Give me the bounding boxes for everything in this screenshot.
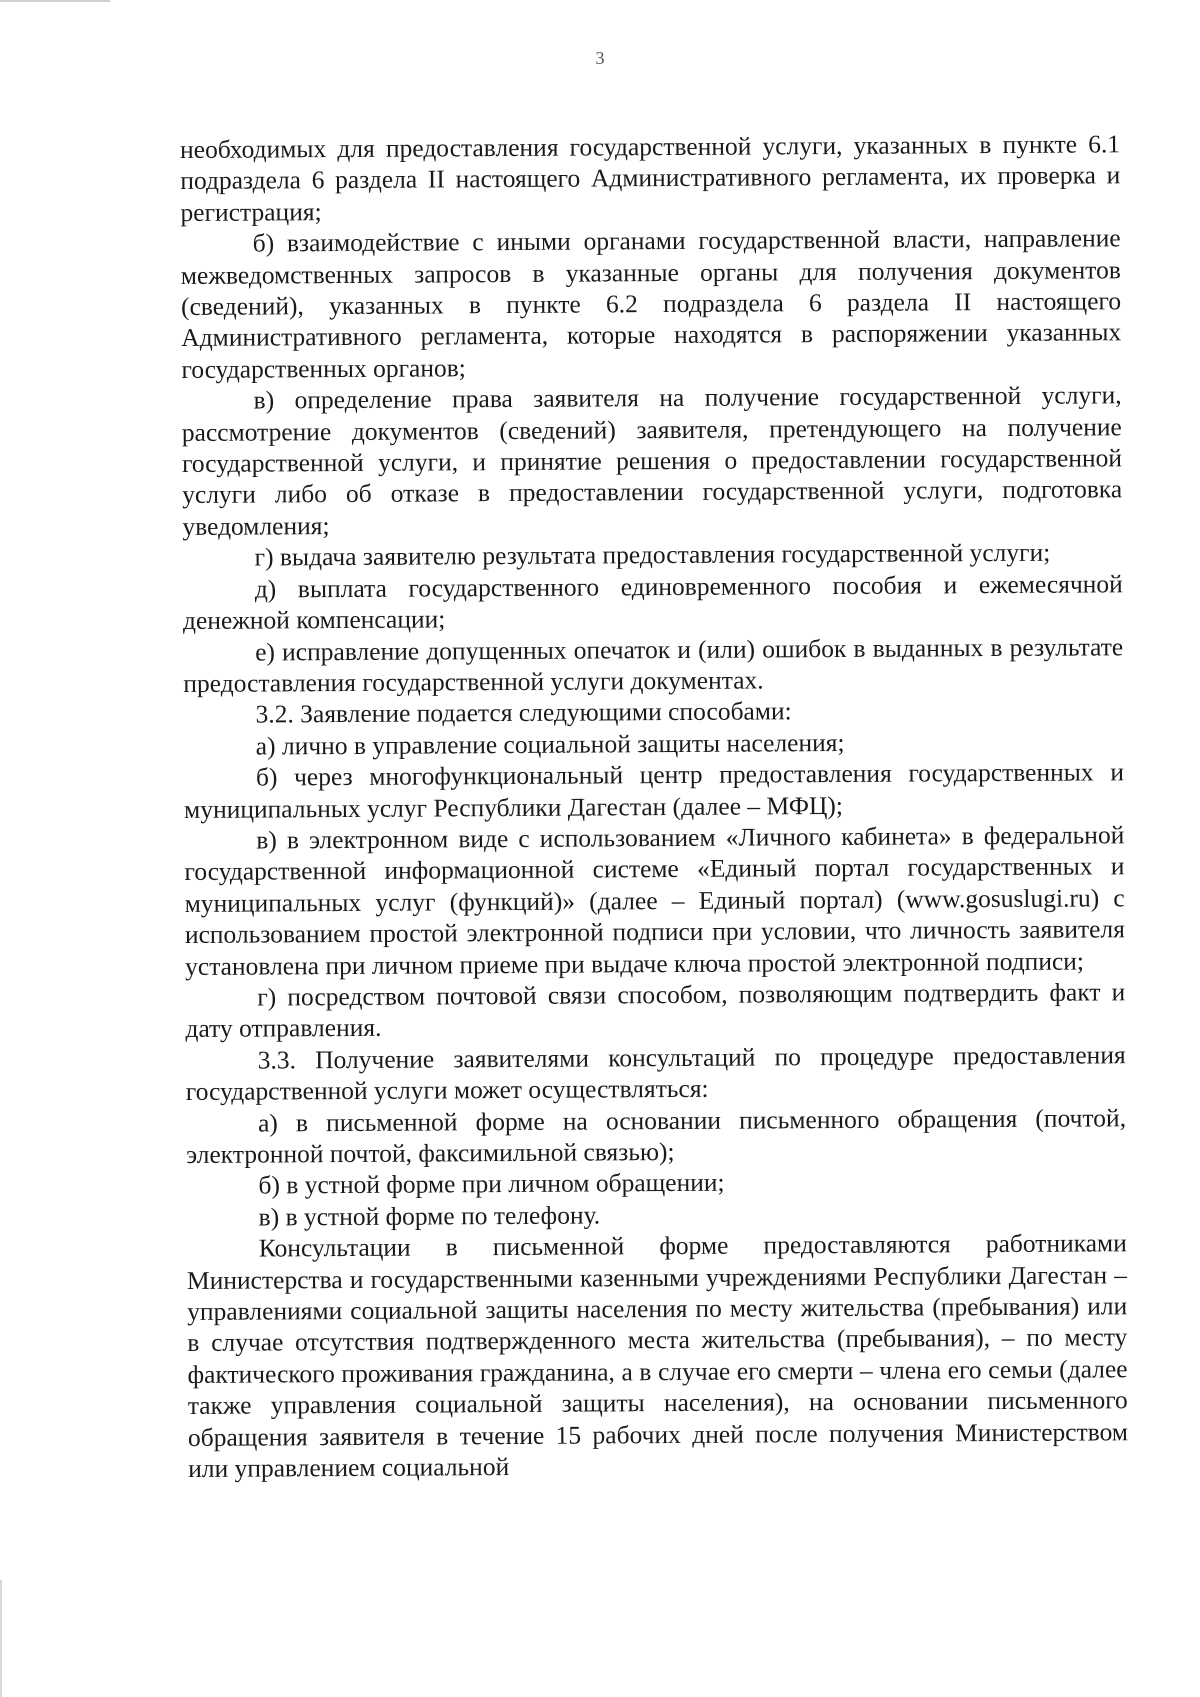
- paragraph-consultations: Консультации в письменной форме предоставляются работниками Министерства и государственными казенными учреждениями Республики Дагестан – управлениями социальной защиты населения по месту жительства (пребывания) или в случае отсутствия подтвержденного места жительства (пребывания), – по месту фактического проживания гражданина, а в случае его смерти – члена его семьи (далее также управления социальной защиты населения), на основании письменного обращения заявителя в течение 15 рабочих дней после получения Министерством или управлением социальной: [186, 1228, 1129, 1484]
- paragraph-item-g-issuance: г) выдача заявителю результата предоставления государственной услуги;: [254, 537, 1051, 572]
- paragraph-item-v-electronic: в) в электронном виде с использованием «Личного кабинета» в федеральной государственной информационной системе «Единый портал государственных и муниципальных услуг (функций)» (далее – Единый портал) (www.gosuslugi.ru) с использованием простой электронной подписи при условии, что личность заявителя установлена при личном приеме при выдаче ключа простой электронной подписи;: [184, 820, 1125, 981]
- paragraph-item-e-corrections: е) исправление допущенных опечаток и (или) ошибок в выданных в результате предоставления государственной услуги документах.: [183, 631, 1124, 698]
- paragraph-item-a-in-person: а) лично в управление социальной защиты населения;: [255, 727, 845, 761]
- paragraph-section-3-2: 3.2. Заявление подается следующими способами:: [255, 696, 792, 729]
- paragraph-item-b-oral-personal: б) в устной форме при личном обращении;: [258, 1168, 725, 1200]
- paragraph-item-b-interaction: б) взаимодействие с иными органами государственной власти, направление межведомственных запросов в указанные органы для получения документов (сведений), указанных в пункте 6.2 подраздела 6 раздела II настоящего Административного регламента, которые находятся в распоряжении указанных государственных органов;: [180, 223, 1122, 384]
- paragraph-item-a-written: а) в письменной форме на основании письменного обращения (почтой, электронной почтой, факсимильной связью);: [186, 1102, 1127, 1169]
- paragraph-section-3-3: 3.3. Получение заявителями консультаций по процедуре предоставления государственной услуги может осуществляться:: [185, 1040, 1126, 1107]
- paragraph-item-v-determination: в) определение права заявителя на получение государственной услуги, рассмотрение документов (сведений) заявителя, претендующего на получение государственной услуги, и принятие решения о предоставлении государственной услуги либо об отказе в предоставлении государственной услуги, подготовка уведомления;: [181, 380, 1123, 541]
- paragraph-continuation: необходимых для предоставления государственной услуги, указанных в пункте 6.1 подраздела 6 раздела II настоящего Административного регламента, их проверка и регистрация;: [180, 129, 1121, 227]
- scan-edge-top: [0, 0, 110, 2]
- paragraph-item-v-oral-phone: в) в устной форме по телефону.: [258, 1200, 601, 1232]
- document-body: [180, 128, 1128, 1484]
- scan-edge-left: [0, 1580, 2, 1697]
- paragraph-item-d-payment: д) выплата государственного единовременного пособия и ежемесячной денежной компенсации;: [182, 568, 1123, 636]
- paragraph-item-b-mfc: б) через многофункциональный центр предоставления государственных и муниципальных услуг Республики Дагестан (далее – МФЦ);: [184, 757, 1125, 824]
- paragraph-item-g-postal: г) посредством почтовой связи способом, позволяющим подтвердить факт и дату отправления.: [185, 977, 1126, 1044]
- page-number: 3: [595, 48, 605, 68]
